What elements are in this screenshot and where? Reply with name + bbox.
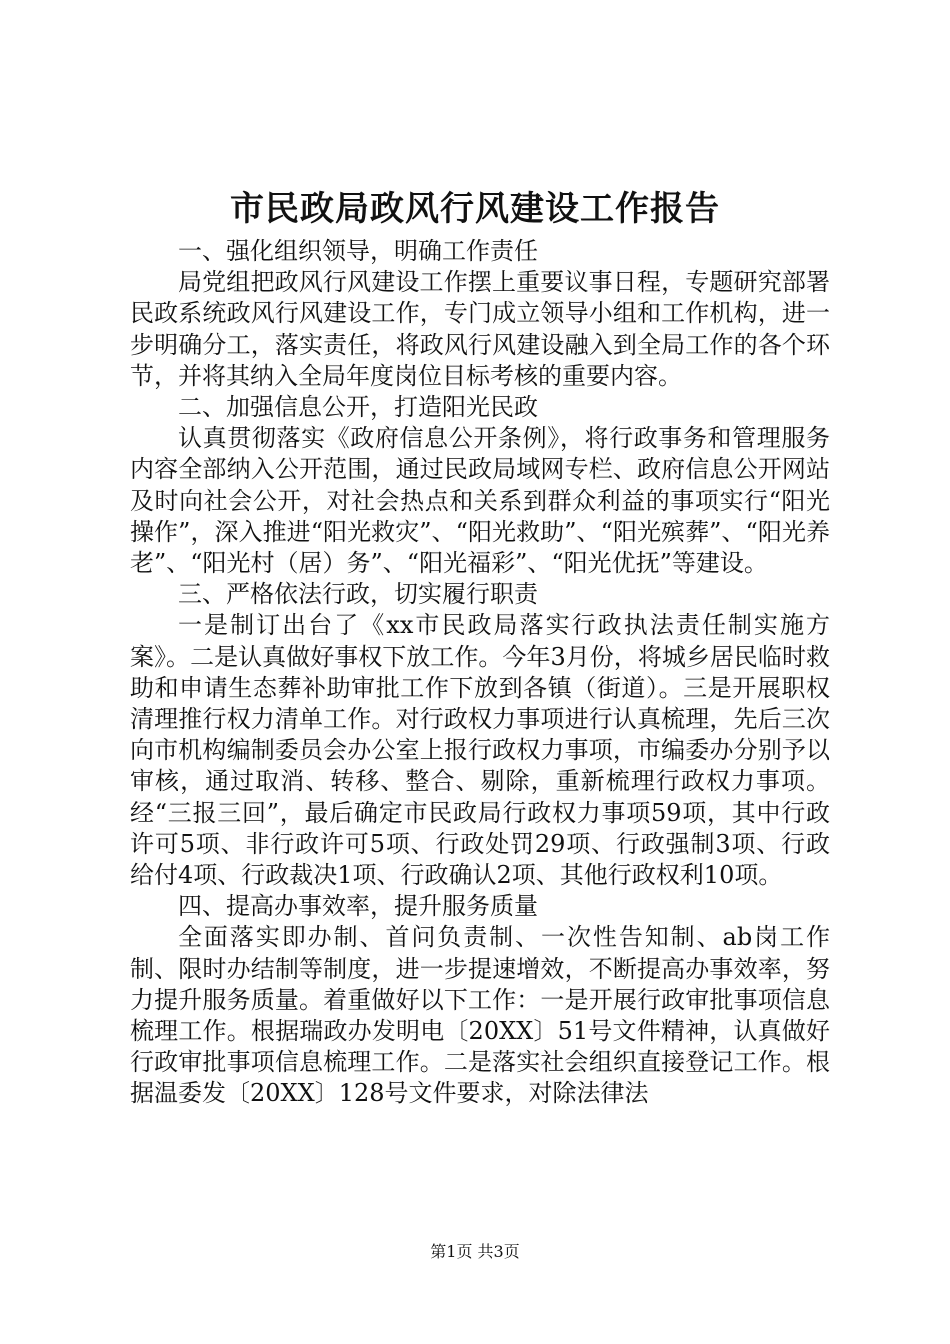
paragraph-3: 一是制订出台了《xx市民政局落实行政执法责任制实施方案》。二是认真做好事权下放工作。今年3月份，将城乡居民临时救助和申请生态葬补助审批工作下放到各镇（街道）。三是开展职权清理推行权力清单工作。对行政权力事项进行认真梳理，先后三次向市机构编制委员会办公室上报行政权力事项，市编委办分别予以审核，通过取消、转移、整合、剔除，重新梳理行政权力事项。经“三报三回”，最后确定市民政局行政权力事项59项，其中行政许可5项、非行政许可5项、行政处罚29项、行政强制3项、行政给付4项、行政裁决1项、行政确认2项、其他行政权利10项。 (130, 611, 830, 890)
page-footer: 第1页 共3页 (430, 1242, 520, 1261)
paragraph-4: 全面落实即办制、首问负责制、一次性告知制、ab岗工作制、限时办结制等制度，进一步提速增效，不断提高办事效率，努力提升服务质量。着重做好以下工作：一是开展行政审批事项信息梳理工作。根据瑞政办发明电〔20XX〕51号文件精神，认真做好行政审批事项信息梳理工作。二是落实社会组织直接登记工作。根据温委发〔20XX〕128号文件要求，对除法律法 (130, 923, 830, 1108)
paragraph-2: 认真贯彻落实《政府信息公开条例》，将行政事务和管理服务内容全部纳入公开范围，通过民政局域网专栏、政府信息公开网站及时向社会公开，对社会热点和关系到群众利益的事项实行“阳光操作”，深入推进“阳光救灾”、“阳光救助”、“阳光殡葬”、“阳光养老”、“阳光村（居）务”、“阳光福彩”、“阳光优抚”等建设。 (130, 424, 830, 578)
section-heading-2: 二、加强信息公开，打造阳光民政 (178, 393, 538, 422)
paragraph-1: 局党组把政风行风建设工作摆上重要议事日程，专题研究部署民政系统政风行风建设工作，专门成立领导小组和工作机构，进一步明确分工，落实责任，将政风行风建设融入到全局工作的各个环节，并将其纳入全局年度岗位目标考核的重要内容。 (130, 268, 830, 390)
section-heading-3: 三、严格依法行政，切实履行职责 (178, 580, 538, 609)
page-title: 市民政局政风行风建设工作报告 (230, 189, 720, 229)
section-heading-4: 四、提高办事效率，提升服务质量 (178, 892, 538, 921)
section-heading-1: 一、强化组织领导，明确工作责任 (178, 237, 538, 265)
document-body (130, 236, 830, 1110)
